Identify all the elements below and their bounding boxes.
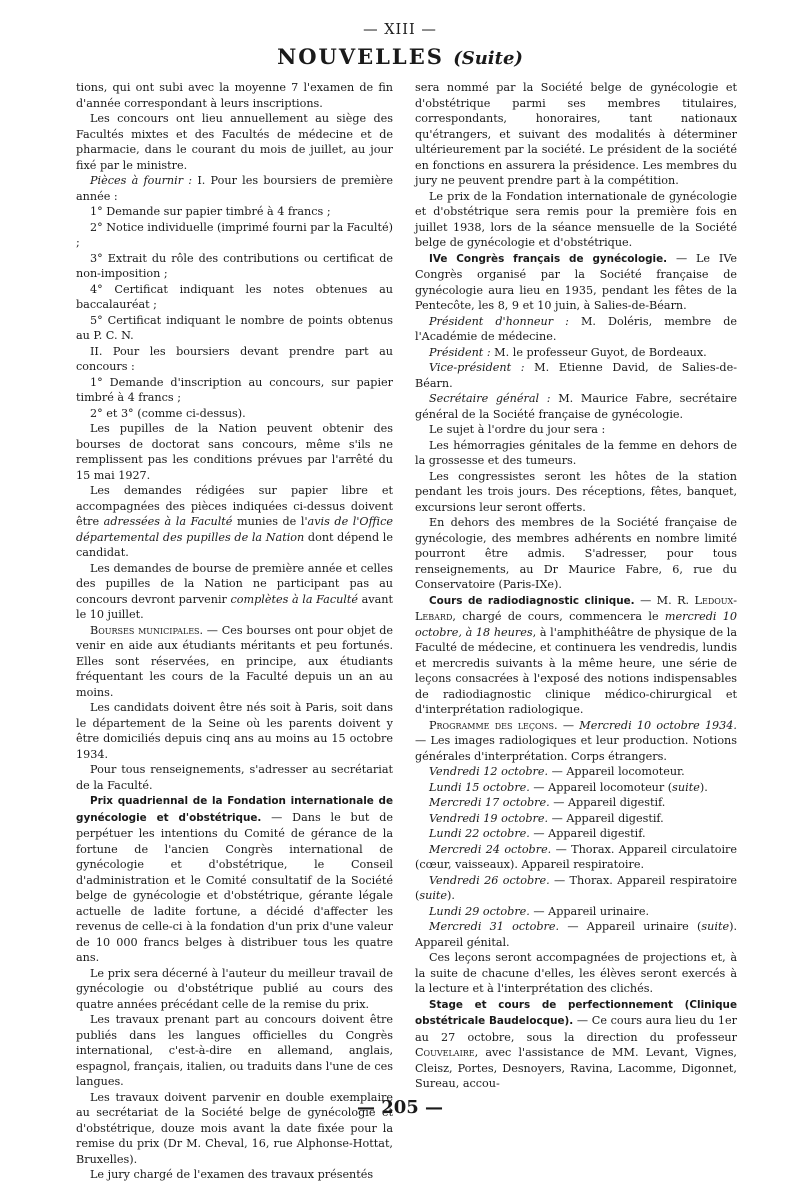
schedule-item: Mercredi 17 octobre. — Appareil digestif. bbox=[429, 796, 666, 809]
italic-label: Président : bbox=[429, 345, 491, 359]
paragraph: Le prix sera décerné à l'auteur du meilleur travail de gynécologie ou d'obstétrique publié au cours des quatre années précédant celle de la remise du prix. bbox=[76, 966, 393, 1011]
list-item: 3° Extrait du rôle des contributions ou certificat de non-imposition ; bbox=[76, 251, 393, 280]
paragraph: En dehors des membres de la Société française de gynécologie, des membres adhérents en nombre limité pourront être admis. S'adresser, pour tous renseignements, au Dr Maurice Fabre, 6, rue du Conservatoire (Paris-IXe). bbox=[415, 516, 737, 591]
bold-heading: IVe Congrès français de gynécologie. bbox=[429, 252, 668, 265]
paragraph: Vice-président : M. Etienne David, de Salies-de-Béarn. bbox=[415, 361, 737, 390]
left-column bbox=[76, 80, 394, 1181]
paragraph: sera nommé par la Société belge de gynécologie et d'obstétrique parmi ses membres titulaires, correspondants, honoraires, tant nationaux qu'étrangers, et suivant des modalités à déterminer ultérieurement par la société. Le président de la société en fonctions en assurera la présidence. Les membres du jury ne peuvent prendre part à la compétition. bbox=[415, 81, 737, 187]
paragraph: Pièces à fournir : I. Pour les boursiers de première année : bbox=[76, 174, 393, 203]
paragraph: Les concours ont lieu annuellement au siège des Facultés mixtes et des Facultés de médecine et de pharmacie, dans le courant du mois de juillet, au jour fixé par le ministre. bbox=[76, 112, 393, 172]
list-item: 5° Certificat indiquant le nombre de points obtenus au P. C. N. bbox=[76, 313, 393, 342]
schedule-item: Vendredi 12 octobre. — Appareil locomoteur. bbox=[429, 765, 685, 778]
paragraph: Les demandes rédigées sur papier libre et accompagnées des pièces indiquées ci-dessus doivent être adressées à la Faculté munies de l'avis de l'Office départemental des pupilles de la Nation dont dépend le candidat. bbox=[76, 484, 393, 559]
paragraph: Les travaux prenant part au concours doivent être publiés dans les langues officielles du Congrès international, c'est-à-dire en allemand, anglais, espagnol, français, italien, ou traduits dans l'une de ces langues. bbox=[76, 1013, 393, 1088]
schedule-item: Lundi 22 octobre. — Appareil digestif. bbox=[429, 827, 646, 840]
roman-page-number: — XIII — bbox=[363, 22, 437, 38]
bold-heading: Stage et cours de perfectionnement (Clinique obstétricale Baudelocque). bbox=[415, 998, 737, 1027]
paragraph: Les demandes de bourse de première année et celles des pupilles de la Nation ne participant pas au concours devront parvenir complètes à la Faculté avant le 10 juillet. bbox=[76, 561, 393, 621]
paragraph: Président : M. le professeur Guyot, de Bordeaux. bbox=[429, 345, 707, 359]
paragraph: Les hémorragies génitales de la femme en dehors de la grossesse et des tumeurs. bbox=[415, 438, 737, 467]
schedule-item: Mercredi 31 octobre. — Appareil urinaire (suite). Appareil génital. bbox=[415, 920, 737, 949]
schedule-item: Lundi 15 octobre. — Appareil locomoteur (suite). bbox=[429, 780, 708, 794]
paragraph: Pour tous renseignements, s'adresser au secrétariat de la Faculté. bbox=[76, 763, 393, 792]
list-item: 1° Demande sur papier timbré à 4 francs ; bbox=[90, 205, 331, 218]
paragraph: Cours de radiodiagnostic clinique. — M. R. Ledoux-Lebard, chargé de cours, commencera le mercredi 10 octobre, à 18 heures, à l'amphithéâtre de physique de la Faculté de médecine, et continuera les vendredis, lundis et mercredis suivants à la même heure, une série de leçons consacrées à l'exposé des notions indispensables de radiodiagnostic clinique médico-chirurgical et d'interprétation radiologique. bbox=[415, 593, 738, 716]
small-caps-heading: Bourses municipales. bbox=[90, 623, 204, 637]
paragraph: Les pupilles de la Nation peuvent obtenir des bourses de doctorat sans concours, même s'ils ne remplissent pas les conditions prévues par l'arrêté du 15 mai 1927. bbox=[76, 422, 393, 482]
list-item: 4° Certificat indiquant les notes obtenues au baccalauréat ; bbox=[76, 282, 393, 311]
paragraph: Bourses municipales. — Ces bourses ont pour objet de venir en aide aux étudiants méritants et peu fortunés. Elles sont réservées, en principe, aux étudiants fréquentant les cours de la Faculté depuis un an au moins. bbox=[76, 623, 393, 699]
schedule-item: Vendredi 26 octobre. — Thorax. Appareil respiratoire (suite). bbox=[415, 873, 738, 902]
paragraph: II. Pour les boursiers devant prendre part au concours : bbox=[76, 344, 393, 373]
italic-label: Pièces à fournir : bbox=[90, 174, 193, 187]
right-column bbox=[415, 80, 737, 1090]
section-title bbox=[0, 44, 800, 69]
paragraph: Secrétaire général : M. Maurice Fabre, secrétaire général de la Société française de gynécologie. bbox=[415, 392, 737, 421]
schedule-item: Lundi 29 octobre. — Appareil urinaire. bbox=[429, 904, 650, 918]
paragraph: tions, qui ont subi avec la moyenne 7 l'examen de fin d'année correspondant à leurs inscriptions. bbox=[76, 81, 393, 110]
italic-label: Secrétaire général : bbox=[429, 392, 551, 405]
bold-heading: Cours de radiodiagnostic clinique. bbox=[429, 594, 635, 607]
italic-label: Vice-président : bbox=[429, 361, 525, 374]
bold-heading: Prix quadriennal de la Fondation internationale de gynécologie et d'obstétrique. bbox=[76, 795, 393, 824]
list-item: 1° Demande d'inscription au concours, sur papier timbré à 4 francs ; bbox=[76, 375, 393, 404]
paragraph: Programme des leçons. — Mercredi 10 octobre 1934. — Les images radiologiques et leur production. Notions générales d'interprétation. Corps étrangers. bbox=[415, 718, 737, 763]
section-title-suite: (Suite) bbox=[453, 48, 523, 69]
paragraph: IVe Congrès français de gynécologie. — Le IVe Congrès organisé par la Société française de gynécologie aura lieu en 1935, pendant les fêtes de la Pentecôte, les 8, 9 et 10 juin, à Salies-de-Béarn. bbox=[415, 251, 737, 312]
paragraph: Président d'honneur : M. Doléris, membre de l'Académie de médecine. bbox=[415, 314, 737, 343]
section-title-main: NOUVELLES bbox=[277, 44, 444, 69]
paragraph: Les travaux doivent parvenir en double exemplaire au secrétariat de la Société belge de gynécologie et d'obstétrique, douze mois avant la date fixée pour la remise du prix (Dr M. Cheval, 16, rue Alphonse-Hottat, Bruxelles). bbox=[76, 1090, 393, 1166]
italic-label: Président d'honneur : bbox=[429, 314, 569, 328]
paragraph: Prix quadriennal de la Fondation internationale de gynécologie et d'obstétrique. — Dans le but de perpétuer les intentions du Comité de gérance de la fortune de l'ancien Congrès international de gynécologie et d'obstétrique, le Conseil d'administration et le Comité consultatif de la Société belge de gynécologie et d'obstétrique, gérante légale actuelle de ladite fortune, a décidé d'affecter les revenus de celle-ci à la fondation d'un prix d'une valeur de 10 000 francs belges à distribuer tous les quatre ans. bbox=[76, 795, 394, 964]
schedule-item: Mercredi 24 octobre. — Thorax. Appareil circulatoire (cœur, vaisseaux). Appareil respiratoire. bbox=[415, 842, 737, 871]
paragraph: Ces leçons seront accompagnées de projections et, à la suite de chacune d'elles, les élèves seront exercés à la lecture et à l'interprétation des clichés. bbox=[415, 951, 737, 995]
list-item: 2° Notice individuelle (imprimé fourni par la Faculté) ; bbox=[76, 220, 393, 249]
paragraph: Le sujet à l'ordre du jour sera : bbox=[429, 423, 606, 436]
page-number: — 205 — bbox=[356, 1097, 444, 1118]
schedule-item: Vendredi 19 octobre. — Appareil digestif. bbox=[429, 811, 664, 825]
paragraph: Le jury chargé de l'examen des travaux présentés bbox=[90, 1168, 374, 1181]
small-caps-heading: Programme des leçons. bbox=[429, 718, 558, 732]
paragraph: Le prix de la Fondation internationale de gynécologie et d'obstétrique sera remis pour la première fois en juillet 1938, lors de la séance mensuelle de la Société belge de gynécologie et d'obstétrique. bbox=[415, 189, 737, 249]
paragraph: Les candidats doivent être nés soit à Paris, soit dans le département de la Seine où les parents doivent y être domiciliés depuis cinq ans au moins au 15 octobre 1934. bbox=[76, 701, 393, 761]
list-item: 2° et 3° (comme ci-dessus). bbox=[90, 406, 246, 420]
paragraph: Les congressistes seront les hôtes de la station pendant les trois jours. Des réceptions, fêtes, banquet, excursions leur seront offerts. bbox=[415, 469, 737, 514]
paragraph: Stage et cours de perfectionnement (Clinique obstétricale Baudelocque). — Ce cours aura lieu du 1er au 27 octobre, sous la direction du professeur Couvelaire, avec l'assistance de MM. Levant, Vignes, Cleisz, Portes, Desnoyers, Ravina, Lacomme, Digonnet, Sureau, accou- bbox=[415, 998, 738, 1090]
